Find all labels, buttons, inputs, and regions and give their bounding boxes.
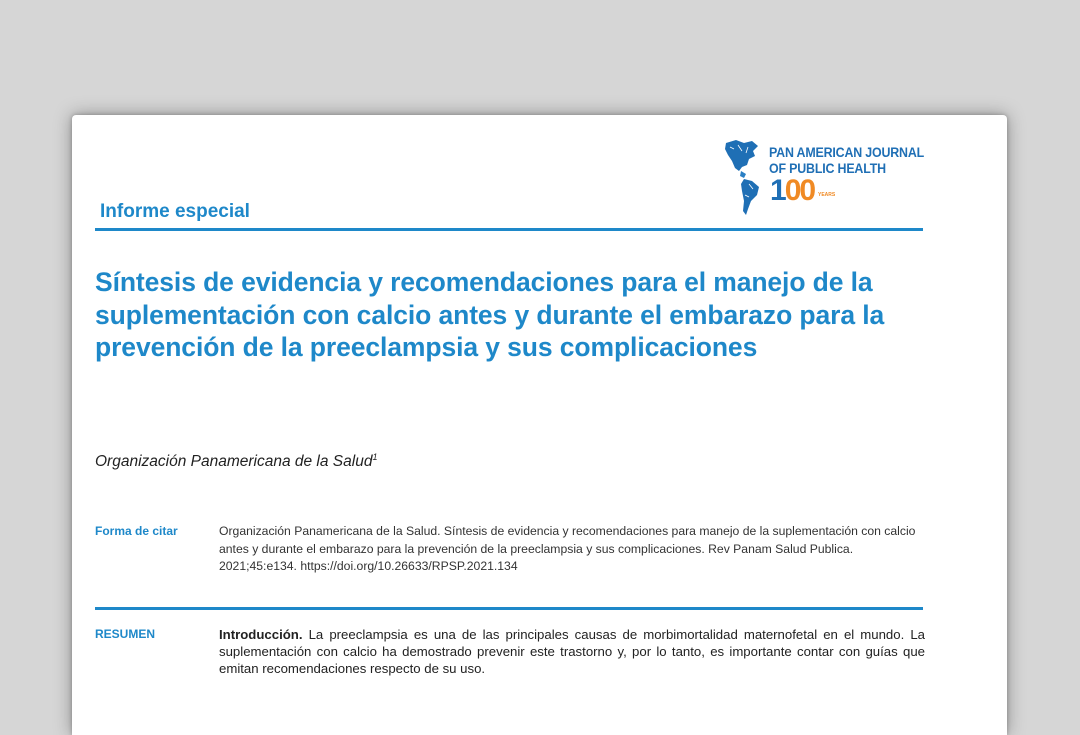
journal-name-line2: OF PUBLIC HEALTH	[769, 161, 886, 176]
abstract-lead: Introducción.	[219, 627, 303, 642]
author-footnote-mark: 1	[372, 452, 378, 462]
article-title: Síntesis de evidencia y recomendaciones para el manejo de la suplementación con calcio antes y durante el embarazo para la prevención de la preeclampsia y sus complicaciones	[95, 267, 885, 362]
journal-logo	[722, 137, 942, 217]
citation-label: Forma de citar	[95, 524, 178, 538]
citation-text: Organización Panamericana de la Salud. Síntesis de evidencia y recomendaciones para manejo de la suplementación con calcio antes y durante el embarazo para la prevención de la preeclampsia y sus complicaciones. Rev Panam Salud Publica. 2021;45:e134. https://doi.org/10.26633/RPSP.2021.134	[219, 524, 916, 573]
abstract-text	[219, 626, 925, 677]
document-page	[72, 115, 1007, 735]
journal-name-line1: PAN AMERICAN JOURNAL	[769, 145, 925, 160]
section-label: Informe especial	[100, 201, 250, 222]
abstract-body: La preeclampsia es una de las principales causas de morbimortalidad maternofetal en el mundo. La suplementación con calcio ha demostrado prevenir este trastorno y, por lo tanto, es importante contar con guías que emitan recomendaciones respecto de su uso.	[219, 627, 925, 676]
abstract-label: RESUMEN	[95, 627, 156, 641]
anniversary-word: YEARS	[818, 192, 836, 198]
abstract-divider	[95, 607, 923, 610]
section-divider	[95, 228, 923, 231]
americas-map-icon	[722, 137, 770, 217]
article-authors	[95, 452, 377, 471]
author-name: Organización Panamericana de la Salud	[95, 453, 373, 471]
anniversary-mark: 100	[770, 174, 815, 207]
